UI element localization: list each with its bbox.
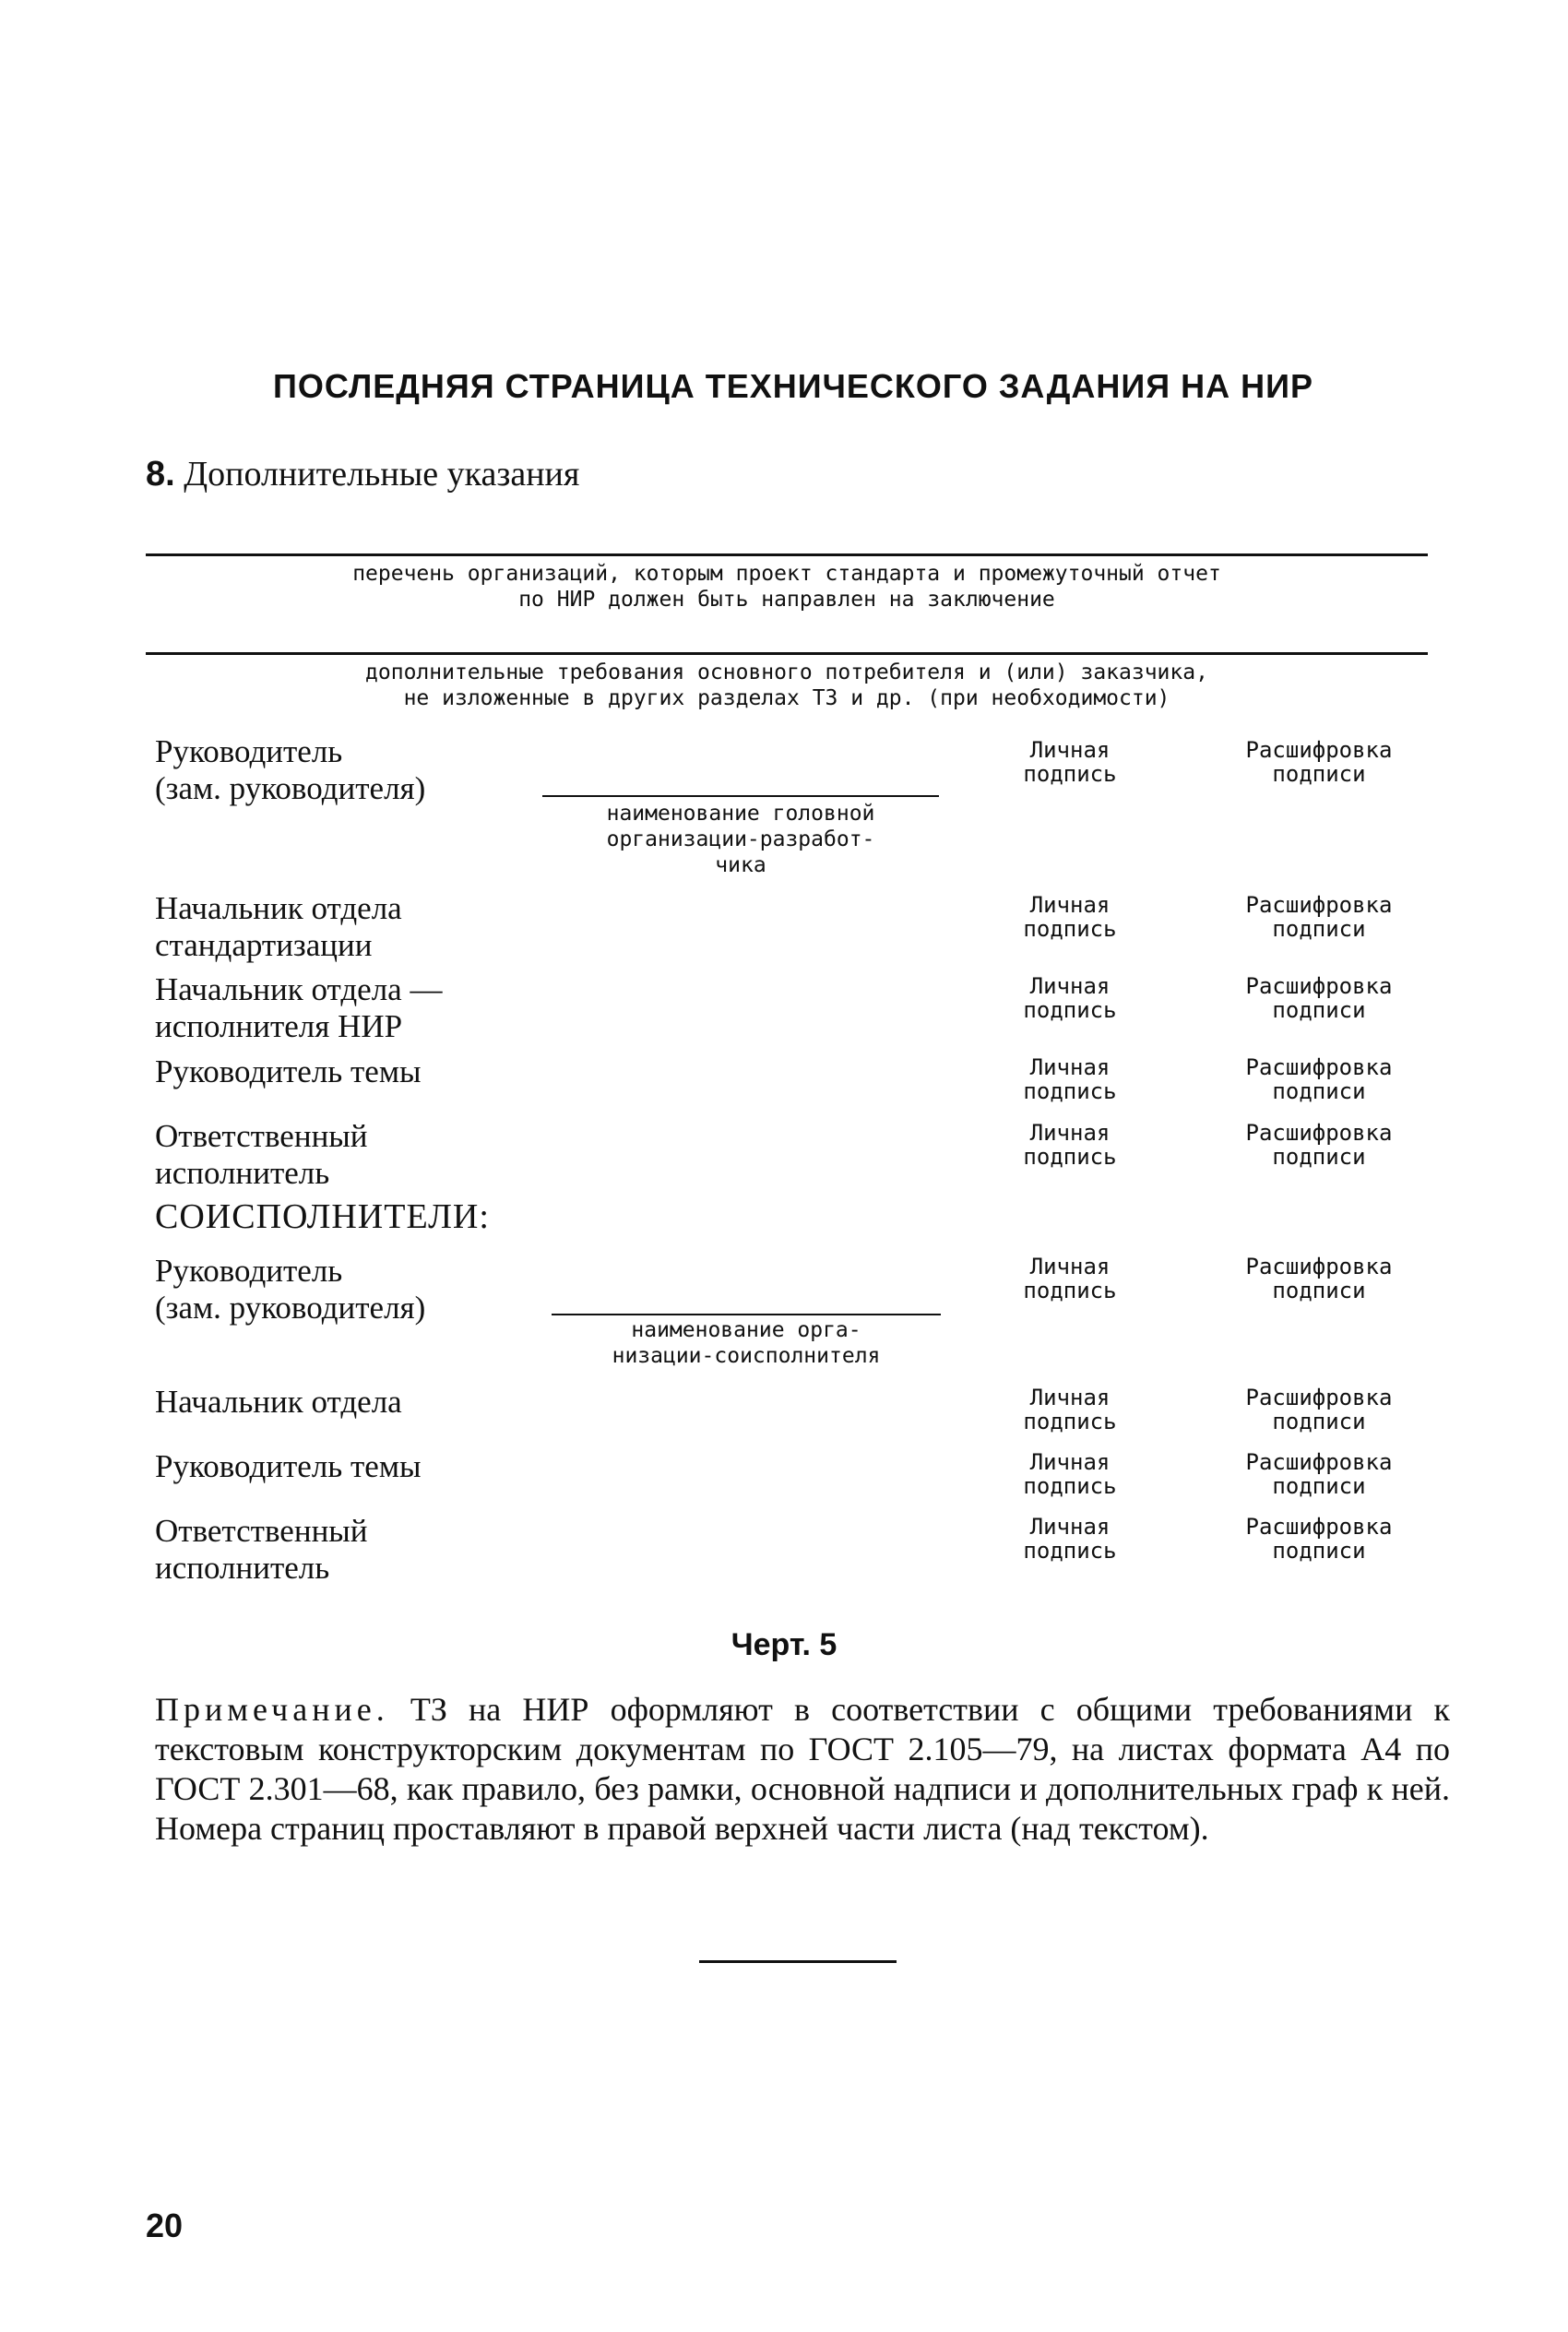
role-standardization: Начальник отдела стандартизации: [155, 890, 402, 963]
caption-line: не изложенные в других разделах ТЗ и др. (при необходимости): [403, 686, 1170, 710]
decode-label: Расшифровка подписи: [1245, 737, 1393, 787]
signature-label: Личная подпись: [1023, 737, 1117, 787]
decode-label: Расшифровка подписи: [1245, 892, 1393, 942]
decode-label: Расшифровка подписи: [1245, 973, 1393, 1023]
role-responsible: Ответственный исполнитель: [155, 1118, 368, 1191]
coexecutors-heading: СОИСПОЛНИТЕЛИ:: [155, 1197, 490, 1236]
signature-label: Личная подпись: [1023, 973, 1117, 1023]
note-label: Примечание.: [155, 1691, 389, 1728]
decode-label: Расшифровка подписи: [1245, 1054, 1393, 1104]
signature-label: Личная подпись: [1023, 1514, 1117, 1564]
note-paragraph: [155, 1690, 1450, 1849]
signature-label: Личная подпись: [1023, 1120, 1117, 1170]
blank-line-organizations: [146, 553, 1428, 556]
role-coexec-head: Руководитель (зам. руководителя): [155, 1253, 426, 1326]
note-text: ТЗ на НИР оформляют в соответствии с общими требованиями к текстовым конструкторским документам по ГОСТ 2.105—79, на листах формата А4 по ГОСТ 2.301—68, как правило, без рамки, основной надписи и дополнительных граф к ней. Номера страниц проставляют в правой верхней части листа (над текстом).: [155, 1691, 1450, 1847]
signature-label: Личная подпись: [1023, 1254, 1117, 1303]
end-divider: [699, 1960, 897, 1963]
decode-label: Расшифровка подписи: [1245, 1254, 1393, 1303]
section-label: Дополнительные указания: [184, 455, 580, 494]
blank-line-requirements: [146, 652, 1428, 655]
head-org-caption: наименование головной организации-разработ- чика: [606, 802, 875, 877]
role-head: Руководитель (зам. руководителя): [155, 733, 426, 806]
decode-label: Расшифровка подписи: [1245, 1514, 1393, 1564]
head-org-line: [542, 795, 939, 797]
role-coexec-responsible: Ответственный исполнитель: [155, 1513, 368, 1586]
signature-label: Личная подпись: [1023, 1449, 1117, 1499]
role-coexec-topic-lead: Руководитель темы: [155, 1448, 422, 1484]
page-number: 20: [146, 2207, 184, 2244]
coexec-org-line: [552, 1314, 941, 1315]
caption-line: по НИР должен быть направлен на заключение: [518, 588, 1055, 612]
section-heading: [146, 454, 579, 494]
caption-line: перечень организаций, которым проект стандарта и промежуточный отчет: [352, 562, 1221, 586]
section-number: 8.: [146, 455, 175, 494]
role-coexec-department: Начальник отдела: [155, 1384, 402, 1420]
coexec-org-caption: наименование орга- низации-соисполнителя: [612, 1318, 881, 1368]
signature-label: Личная подпись: [1023, 1385, 1117, 1434]
decode-label: Расшифровка подписи: [1245, 1385, 1393, 1434]
page-title: ПОСЛЕДНЯЯ СТРАНИЦА ТЕХНИЧЕСКОГО ЗАДАНИЯ НА НИР: [272, 367, 1314, 405]
role-department: Начальник отдела — исполнителя НИР: [155, 971, 443, 1044]
caption-requirements: [146, 660, 1428, 711]
signature-label: Личная подпись: [1023, 892, 1117, 942]
role-topic-lead: Руководитель темы: [155, 1053, 422, 1089]
caption-organizations: [146, 561, 1428, 613]
decode-label: Расшифровка подписи: [1245, 1120, 1393, 1170]
figure-label: Черт. 5: [731, 1627, 837, 1662]
caption-line: дополнительные требования основного потребителя и (или) заказчика,: [365, 660, 1208, 684]
decode-label: Расшифровка подписи: [1245, 1449, 1393, 1499]
signature-label: Личная подпись: [1023, 1054, 1117, 1104]
